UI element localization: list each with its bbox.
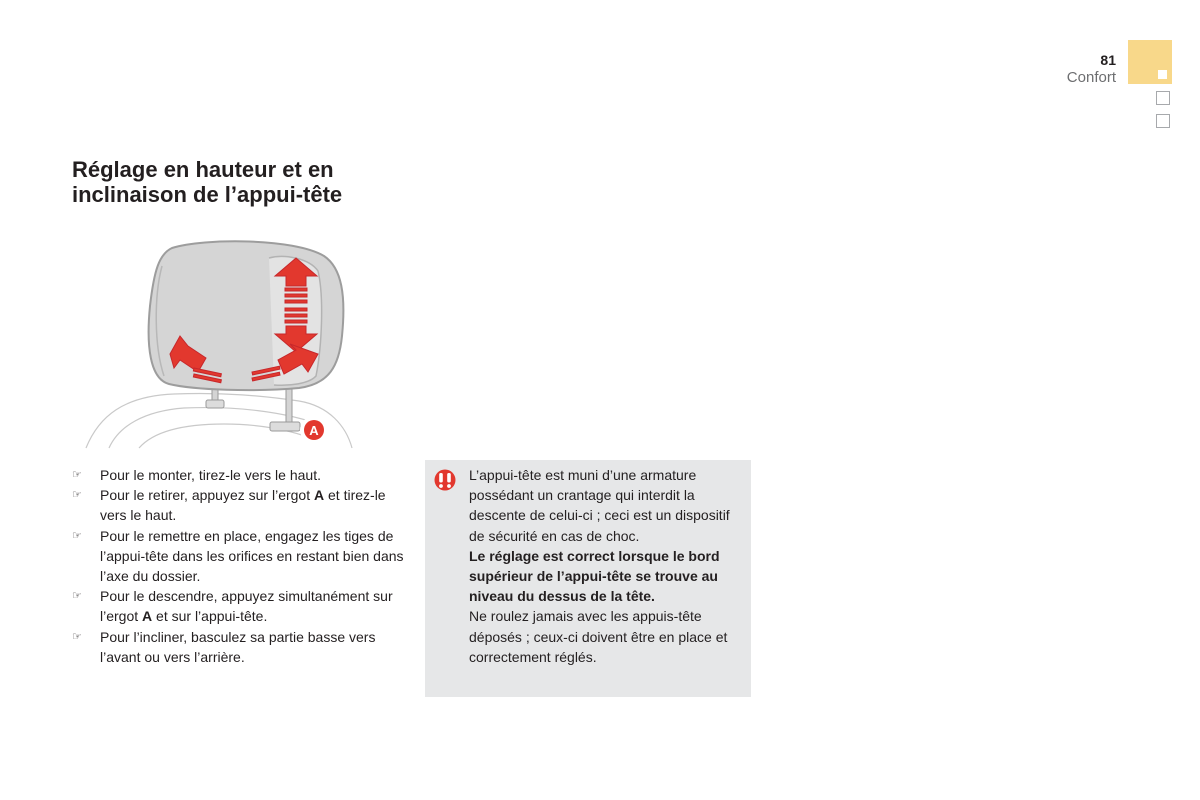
warning-emphasis: Le réglage est correct lorsque le bord supérieur de l’appui-tête se trouve au niveau du dessus de la tête. (469, 547, 720, 605)
headrest-guide (270, 422, 300, 431)
page-title (72, 157, 342, 207)
pointing-hand-icon: ☞ (72, 630, 82, 643)
step-text: Pour l’incliner, basculez sa partie basse vers l’avant ou vers l’arrière. (100, 628, 376, 665)
page-number: 81 (1100, 52, 1116, 68)
label-a-text: A (309, 423, 319, 438)
step-text: et tirez-le vers le haut. (100, 487, 386, 524)
instruction-list (72, 465, 412, 667)
warning-paragraph: Ne roulez jamais avec les appuis-tête déposés ; ceux-ci doivent être en place et correctement réglés. (469, 608, 728, 665)
headrest-illustration (84, 236, 364, 451)
warning-icon (434, 469, 456, 491)
title-line: Réglage en hauteur et en (72, 157, 334, 182)
step-text: Pour le monter, tirez-le vers le haut. (100, 467, 321, 483)
list-item (72, 586, 412, 626)
pointing-hand-icon: ☞ (72, 529, 82, 542)
step-text: Pour le retirer, appuyez sur l’ergot (100, 487, 314, 504)
pointing-hand-icon: ☞ (72, 469, 82, 481)
step-text: et sur l’appui-tête. (152, 608, 268, 625)
step-text: Pour le descendre, appuyez simultanément sur l’ergot (100, 588, 393, 625)
chapter-tab-box (1156, 91, 1170, 105)
pointing-hand-icon: ☞ (72, 590, 82, 603)
section-title: Confort (1066, 69, 1116, 86)
list-item (72, 627, 412, 667)
step-text: Pour le remettre en place, engagez les tiges de l’appui-tête dans les orifices en restant bien dans l’axe du dossier. (100, 527, 404, 585)
list-item (72, 526, 412, 587)
chapter-tab-marker (1158, 70, 1167, 79)
warning-paragraph: L’appui-tête est muni d’une armature possédant un crantage qui interdit la descente de celui-ci ; ceci est un dispositif de sécurité en cas de choc. (469, 467, 730, 544)
list-item (72, 465, 412, 485)
pointing-hand-icon: ☞ (72, 489, 82, 502)
step-ref: A (142, 608, 153, 625)
title-line: inclinaison de l’appui-tête (72, 182, 343, 207)
list-item (72, 485, 412, 525)
chapter-tab-box (1156, 114, 1170, 128)
headrest-guide (206, 400, 224, 408)
warning-box (425, 460, 751, 697)
step-ref: A (314, 487, 325, 504)
warning-text (469, 465, 745, 667)
